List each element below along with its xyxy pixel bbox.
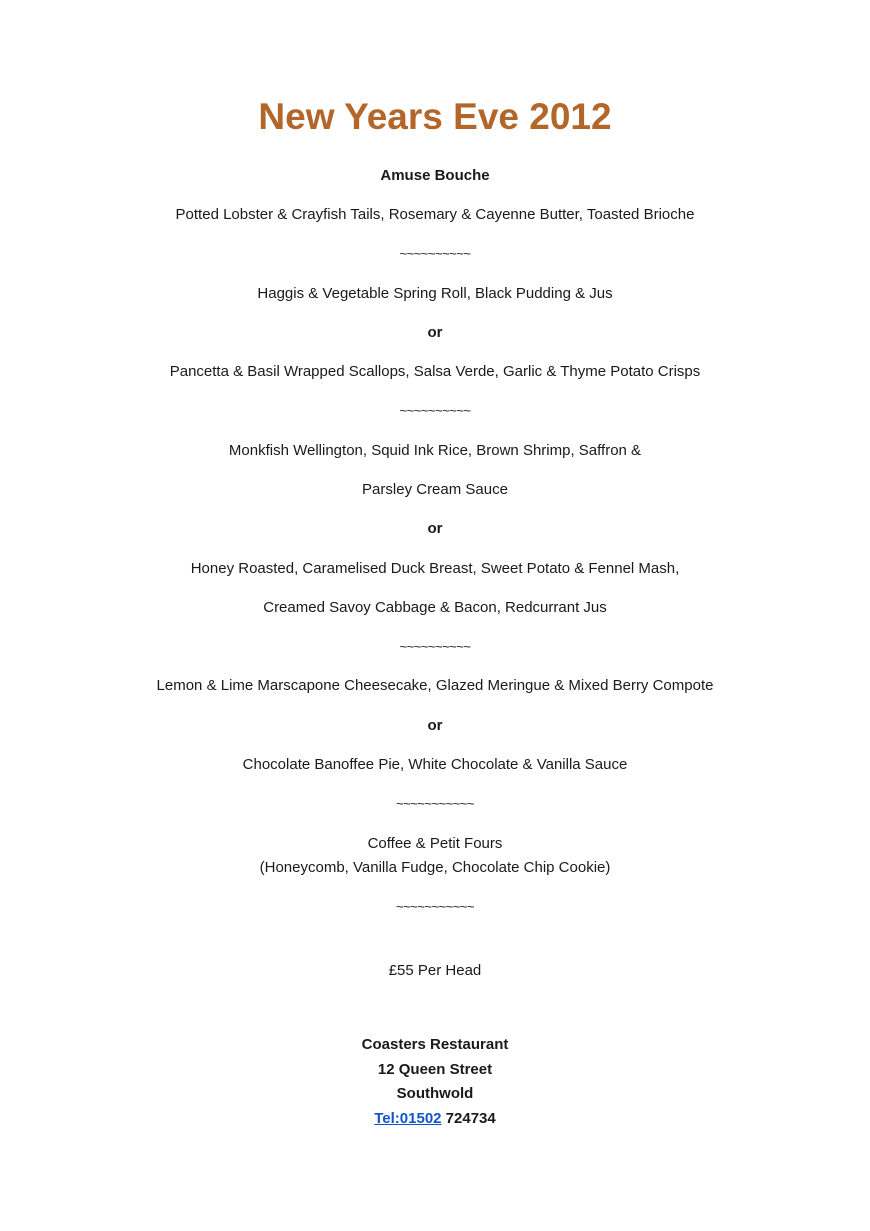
separator: ~~~~~~~~~~ [399,403,471,418]
price: £55 Per Head [388,962,482,979]
starter-option-1: Haggis & Vegetable Spring Roll, Black Pudding & Jus [257,285,613,302]
separator: ~~~~~~~~~~ [399,246,471,261]
main-option-1-line-2: Parsley Cream Sauce [362,481,508,498]
restaurant-name: Coasters Restaurant [361,1036,509,1053]
telephone-number-rest: 724734 [441,1110,496,1127]
dessert-option-1: Lemon & Lime Marscapone Cheesecake, Glazed Meringue & Mixed Berry Compote [156,677,714,694]
restaurant-telephone [0,1108,870,1130]
separator: ~~~~~~~~~~ [399,639,471,654]
main-option-1-line-1: Monkfish Wellington, Squid Ink Rice, Brown Shrimp, Saffron & [228,442,642,459]
main-option-2-line-1: Honey Roasted, Caramelised Duck Breast, Sweet Potato & Fennel Mash, [190,560,680,577]
separator: ~~~~~~~~~~~ [395,796,474,811]
coffee-line-1: Coffee & Petit Fours [367,835,503,852]
amuse-bouche-heading: Amuse Bouche [380,167,490,184]
main-or: or [427,520,443,537]
telephone-link[interactable]: Tel:01502 [374,1110,442,1127]
separator: ~~~~~~~~~~~ [395,899,474,914]
coffee-line-2: (Honeycomb, Vanilla Fudge, Chocolate Chip Cookie) [259,859,611,876]
starter-option-2: Pancetta & Basil Wrapped Scallops, Salsa Verde, Garlic & Thyme Potato Crisps [169,363,701,380]
starter-or: or [427,324,443,341]
amuse-bouche-dish: Potted Lobster & Crayfish Tails, Rosemary & Cayenne Butter, Toasted Brioche [175,206,695,223]
dessert-or: or [427,717,443,734]
main-option-2-line-2: Creamed Savoy Cabbage & Bacon, Redcurrant Jus [263,599,607,616]
dessert-option-2: Chocolate Banoffee Pie, White Chocolate & Vanilla Sauce [242,756,628,773]
restaurant-town: Southwold [396,1085,474,1102]
page-title: New Years Eve 2012 [258,96,612,137]
restaurant-street: 12 Queen Street [377,1061,493,1078]
